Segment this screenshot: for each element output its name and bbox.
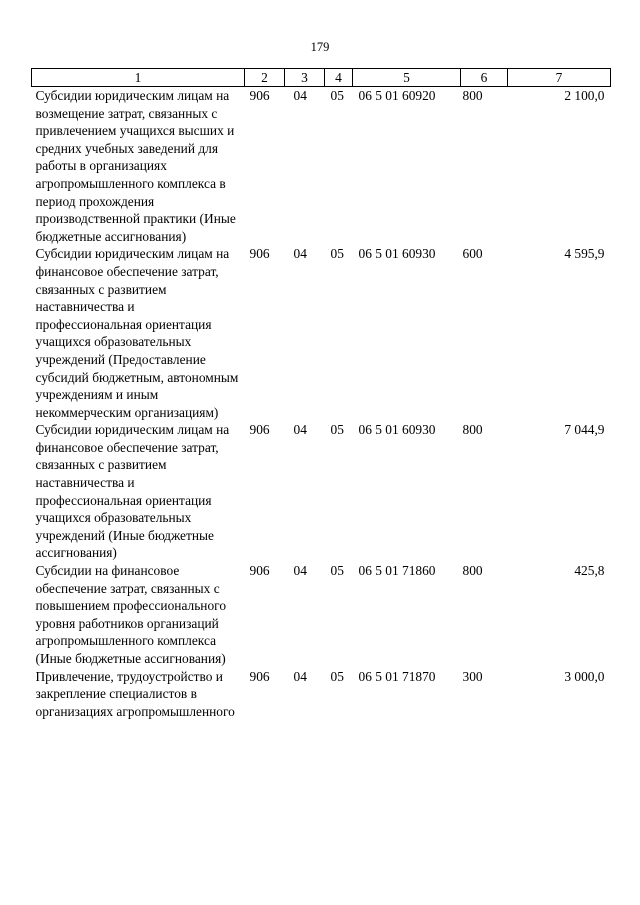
row-target-article: 06 5 01 60920	[358, 88, 436, 103]
row-amount: 7 044,9	[564, 422, 605, 438]
row-subsection: 05	[330, 422, 344, 438]
row-expense-type: 800	[462, 563, 483, 579]
row-target-article: 06 5 01 60930	[358, 422, 436, 438]
row-description: Субсидии юридическим лицам на возмещение затрат, связанных с привлечением учащихся высших и средних учебных заведений для работы в организациях агропромышленного комплекса в период прохождения производственной практики (Иные бюджетные ассигнования)	[35, 88, 236, 244]
header-col-3: 3	[285, 69, 325, 87]
row-amount: 3 000,0	[564, 668, 605, 684]
row-section: 04	[293, 668, 307, 684]
row-amount: 2 100,0	[564, 88, 605, 103]
table-row	[32, 562, 611, 668]
row-amount: 4 595,9	[564, 246, 605, 262]
row-description: Субсидии на финансовое обеспечение затрат, связанных с повышением профессионального уровня работников организаций агропромышленного комплекса (Иные бюджетные ассигнования)	[35, 563, 227, 666]
table-row	[32, 421, 611, 562]
row-section: 04	[293, 422, 307, 438]
row-section: 04	[293, 246, 307, 262]
table-row	[32, 668, 611, 721]
row-target-article: 06 5 01 71860	[358, 563, 436, 579]
row-code: 906	[249, 246, 270, 262]
row-code: 906	[249, 422, 270, 438]
header-col-5: 5	[353, 69, 461, 87]
row-description: Субсидии юридическим лицам на финансовое обеспечение затрат, связанных с развитием наставничества и профессиональная ориентация учащихся образовательных учреждений (Предоставление субсидий бюджетным, автономным учреждениям и иным некоммерческим организациям)	[35, 246, 239, 420]
table-row	[32, 87, 611, 246]
row-section: 04	[293, 563, 307, 579]
row-subsection: 05	[330, 563, 344, 579]
row-subsection: 05	[330, 88, 344, 103]
row-expense-type: 600	[462, 246, 483, 262]
row-subsection: 05	[330, 246, 344, 262]
row-target-article: 06 5 01 60930	[358, 246, 436, 262]
header-col-1: 1	[32, 69, 245, 87]
row-expense-type: 800	[462, 422, 483, 438]
row-description: Привлечение, трудоустройство и закрепление специалистов в организациях агропромышленного	[35, 668, 235, 719]
row-expense-type: 800	[462, 88, 483, 103]
row-code: 906	[249, 88, 270, 103]
header-col-6: 6	[461, 69, 508, 87]
row-section: 04	[293, 88, 307, 103]
row-expense-type: 300	[462, 668, 483, 684]
table-row	[32, 245, 611, 421]
row-code: 906	[249, 668, 270, 684]
row-code: 906	[249, 563, 270, 579]
table-header-row	[32, 69, 611, 87]
row-amount: 425,8	[574, 563, 605, 579]
row-subsection: 05	[330, 668, 344, 684]
page-number: 179	[310, 40, 330, 54]
header-col-2: 2	[245, 69, 285, 87]
header-col-7: 7	[508, 69, 611, 87]
header-col-4: 4	[325, 69, 353, 87]
budget-table	[31, 68, 611, 720]
row-target-article: 06 5 01 71870	[358, 668, 436, 684]
row-description: Субсидии юридическим лицам на финансовое обеспечение затрат, связанных с развитием наставничества и профессиональная ориентация учащихся образовательных учреждений (Иные бюджетные ассигнования)	[35, 422, 230, 561]
